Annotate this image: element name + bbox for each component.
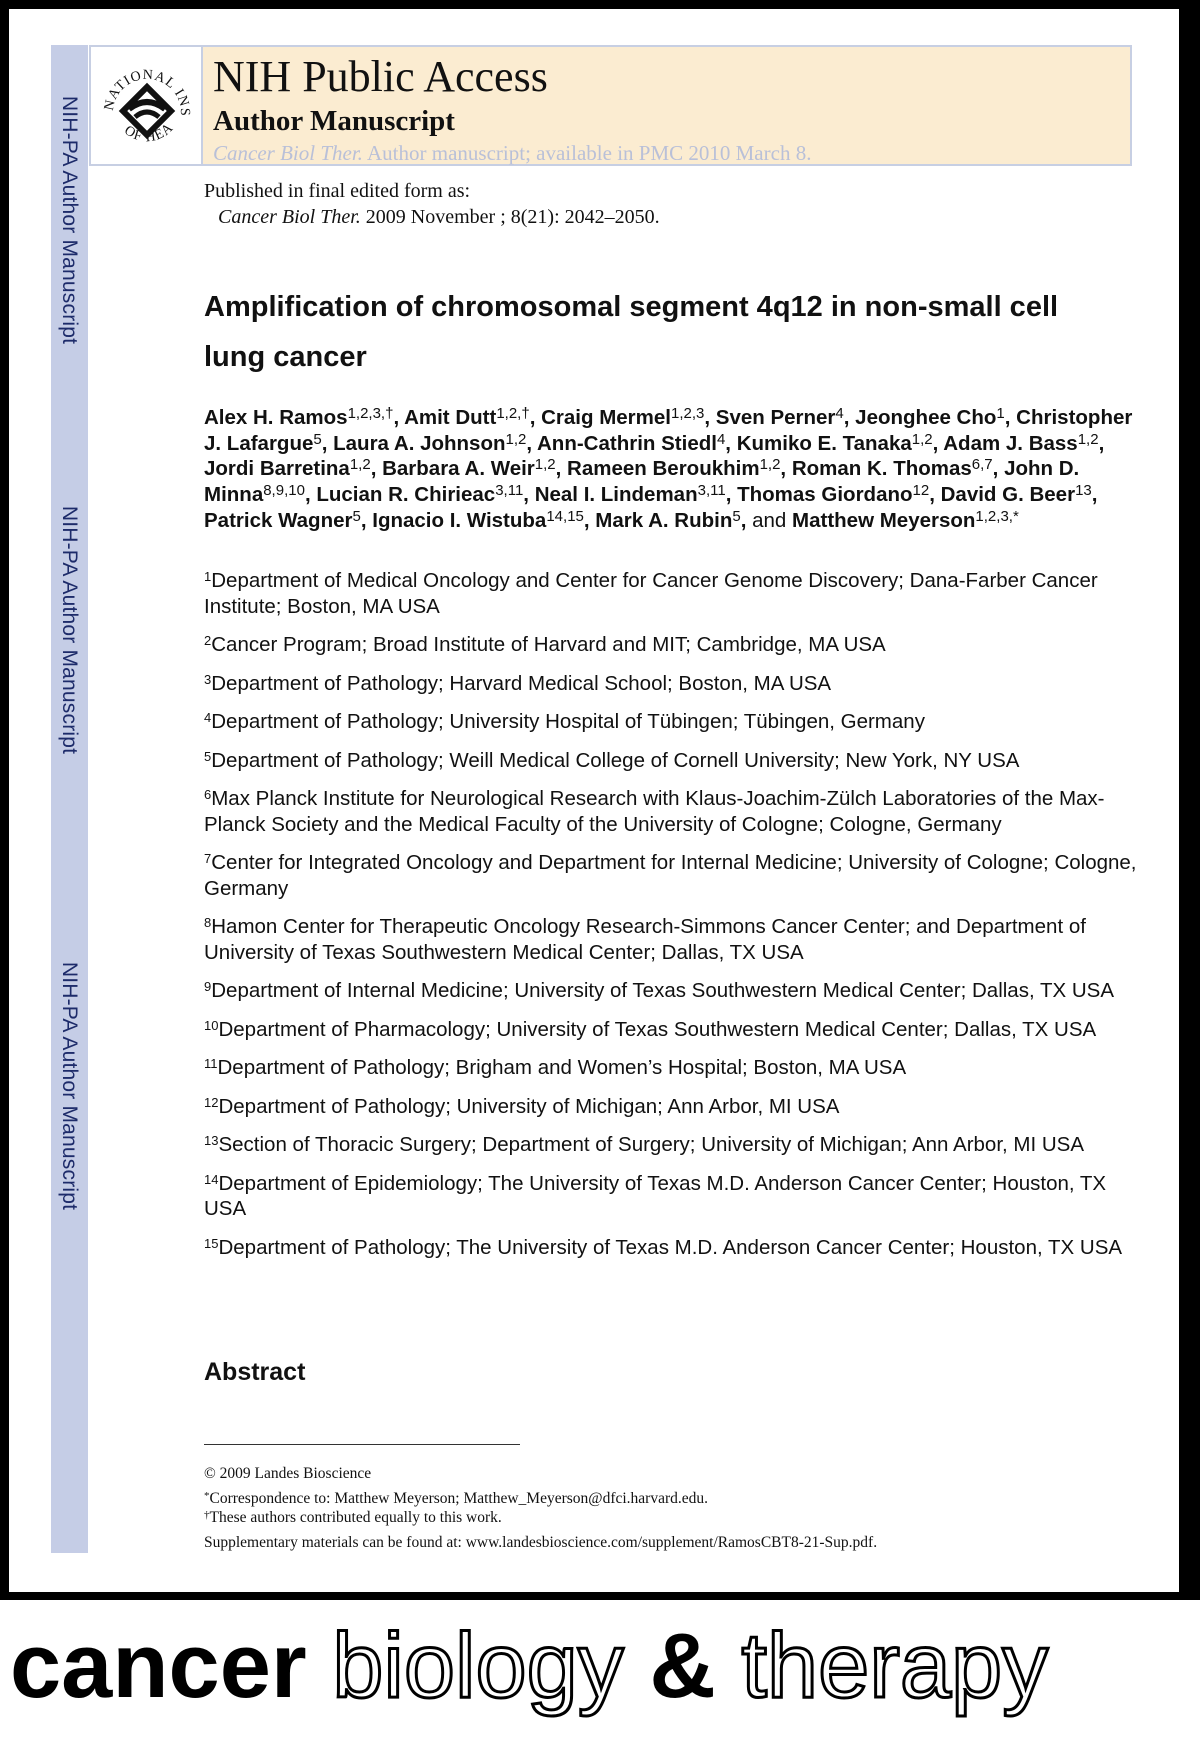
nih-public-access-title: NIH Public Access (213, 52, 548, 101)
published-label: Published in final edited form as: (204, 180, 471, 202)
equal-contribution-note: †These authors contributed equally to this work. (204, 1509, 502, 1526)
author-affiliation-marker: 1,2 (1077, 430, 1099, 448)
author-affiliation-marker: 1,2 (911, 430, 933, 448)
affiliation-item (204, 914, 1139, 965)
affiliation-text: Department of Pathology; Weill Medical College of Cornell University; New York, NY USA (211, 748, 1020, 772)
author-affiliation-marker: 3,11 (697, 482, 726, 500)
author-name: Ignacio I. Wistuba (372, 508, 547, 532)
sidebar (51, 45, 88, 1553)
publication-info (204, 178, 660, 230)
author-affiliation-marker: 1,2,3 (670, 405, 705, 422)
author-name: Roman K. Thomas (791, 457, 972, 481)
author-manuscript-label: Author Manuscript (213, 105, 455, 137)
journal-banner (0, 1600, 1200, 1742)
author-affiliation-marker: 1,2 (349, 456, 371, 474)
affiliation-text: Cancer Program; Broad Institute of Harvard and MIT; Cambridge, MA USA (211, 633, 886, 656)
correspondence-note: *Correspondence to: Matthew Meyerson; Matthew_Meyerson@dfci.harvard.edu. (204, 1490, 709, 1507)
affiliation-number: 4 (204, 710, 212, 725)
affiliation-text: Center for Integrated Oncology and Department for Internal Medicine; University of Cologne; Cologne, Germany (204, 851, 1137, 900)
sidebar-label: NIH-PA Author Manuscript (58, 95, 82, 345)
affiliation-number: 8 (204, 915, 212, 930)
affiliation-number: 3 (204, 671, 212, 687)
author-name: Craig Mermel (541, 406, 671, 429)
author-name: Adam J. Bass (943, 431, 1078, 455)
sidebar-label: NIH-PA Author Manuscript (58, 505, 82, 755)
author-list: Alex H. Ramos$^{1,2,3,\dagger}$, Amit Dutt$^{1,2,\dagger}$, Craig Mermel$^{1,2,3}$, Sven Perner$^4$, Jeonghee Cho$^1$, Christopher J. Lafargue$^5$, Laura A. Johnson$^{1,2}$, Ann-Cathrin Stiedl$^4$, Kumiko E. Tanaka$^{1,2}$, Adam J. Bass$^{1,2}$, Jordi Barretina$^{1,2}$, Barbara A. Weir$^{1,2}$, Rameen Beroukhim$^{1,2}$, Roman K. Thomas$^{6,7}$, John D. Minna$^{8,9,10}$, Lucian R. Chirieac$^{3,11}$, Neal I. Lindeman$^{3,11}$, Thomas Giordano$^{12}$, David G. Beer$^{13}$, Patrick Wagner$^5$, Ignacio I. Wistuba$^{14,15}$, Mark A. Rubin$^5$, and Matthew Meyerson$^{1,2,3,*}$ (204, 405, 1133, 532)
affiliation-number: 5 (204, 748, 212, 764)
author-affiliation-marker: 5 (352, 507, 361, 525)
affiliation-text: Section of Thoracic Surgery; Department of Surgery; University of Michigan; Ann Arbor, MI USA (218, 1133, 1085, 1156)
author-affiliation-marker: 4 (835, 405, 844, 422)
affiliation-text: Department of Pathology; Brigham and Women’s Hospital; Boston, MA USA (217, 1056, 907, 1079)
affiliation-number: 11 (204, 1056, 218, 1071)
author-name: Kumiko E. Tanaka (736, 431, 912, 455)
affiliation-number: 13 (204, 1133, 219, 1148)
affiliation-number: 10 (204, 1017, 219, 1033)
affiliation-text: Department of Pathology; University Hospital of Tübingen; Tübingen, Germany (211, 710, 925, 733)
author-name: Jordi Barretina (204, 457, 350, 481)
author-affiliation-marker: 8,9,10 (263, 482, 305, 500)
author-name: Thomas Giordano (737, 483, 913, 507)
abstract-heading: Abstract (204, 1358, 306, 1386)
affiliation-number: 9 (204, 979, 212, 994)
affiliation-number: 2 (204, 633, 212, 648)
author-name: Lucian R. Chirieac (316, 483, 496, 507)
affiliation-text: Department of Epidemiology; The University of Texas M.D. Anderson Cancer Center; Houston, TX USA (204, 1171, 1107, 1220)
affiliation-item (204, 1017, 1139, 1043)
nih-seal-icon (91, 47, 201, 162)
affiliation-item (204, 1171, 1139, 1222)
author-affiliation-marker: 6,7 (971, 456, 993, 474)
author-name: Sven Perner (715, 406, 836, 429)
affiliation-item (204, 1235, 1139, 1261)
availability-line: Cancer Biol Ther. Author manuscript; available in PMC 2010 March 8. (213, 141, 812, 165)
svg-text:NATIONAL INSTITUTES: NATIONAL INS (101, 67, 193, 117)
affiliation-text: Department of Pathology; University of Michigan; Ann Arbor, MI USA (218, 1094, 840, 1118)
wordmark-cancer: cancer (10, 1615, 307, 1717)
wordmark-ampersand: & (649, 1615, 716, 1717)
author-name: Mark A. Rubin (595, 508, 733, 532)
author-affiliation-marker: 3,11 (495, 482, 524, 500)
author-affiliation-marker: 1,2 (505, 430, 527, 448)
affiliation-list (204, 568, 1139, 1273)
author-affiliation-marker: 1,2 (759, 456, 781, 474)
author-affiliation-marker: 1,2,3,† (347, 405, 394, 422)
affiliation-item (204, 671, 1139, 697)
author-conjunction: and (752, 508, 793, 532)
author-name: Alex H. Ramos (204, 406, 348, 429)
author-name: Ann-Cathrin Stiedl (537, 431, 717, 455)
footnote-rule (204, 1444, 520, 1445)
affiliation-item (204, 786, 1139, 837)
affiliation-number: 15 (204, 1235, 219, 1251)
author-name: Matthew Meyerson (792, 508, 976, 532)
affiliation-number: 6 (204, 787, 212, 802)
affiliation-number: 1 (204, 569, 212, 584)
affiliation-text: Department of Medical Oncology and Center for Cancer Genome Discovery; Dana-Farber Cancer Institute; Boston, MA USA (204, 569, 1098, 618)
supplementary-note: Supplementary materials can be found at: www.landesbioscience.com/supplement/RamosCBT8-21-Sup.pdf. (204, 1534, 878, 1551)
author-name: Christopher J. Lafargue (204, 406, 1133, 455)
author-affiliation-marker: 4 (716, 430, 726, 448)
article-title: Amplification of chromosomal segment 4q12 in non-small cell lung cancer (204, 291, 1059, 373)
affiliation-text: Department of Internal Medicine; University of Texas Southwestern Medical Center; Dallas, TX USA (211, 979, 1115, 1002)
affiliation-item (204, 1055, 1139, 1081)
affiliation-text: Department of Pathology; Harvard Medical School; Boston, MA USA (211, 671, 832, 695)
author-affiliation-marker: 5 (313, 430, 322, 448)
affiliation-number: 12 (204, 1094, 219, 1110)
author-name: Barbara A. Weir (382, 457, 535, 481)
wordmark-biology: biology (332, 1615, 624, 1717)
affiliation-item (204, 1132, 1139, 1158)
author-affiliation-marker: 1,2 (534, 456, 556, 474)
affiliation-item (204, 1094, 1139, 1120)
journal-wordmark (10, 1606, 1048, 1726)
affiliation-text: Max Planck Institute for Neurological Research with Klaus-Joachim-Zülch Laboratories of the Max-Planck Society and the Medical Faculty of the University of Cologne; Cologne, Germany (204, 787, 1105, 836)
author-name: David G. Beer (940, 483, 1076, 507)
svg-text:OF HEALTH: OF HEA (121, 120, 177, 146)
author-affiliation-marker: 1 (996, 405, 1005, 422)
author-name: Laura A. Johnson (333, 431, 506, 455)
affiliation-item (204, 568, 1139, 619)
nih-header (89, 45, 1132, 166)
nih-logo (91, 47, 203, 164)
sidebar-label: NIH-PA Author Manuscript (58, 961, 82, 1211)
citation: Cancer Biol Ther. 2009 November ; 8(21): 2042–2050. (218, 206, 660, 228)
author-affiliation-marker: 1,2,† (496, 405, 530, 422)
author-name: Jeonghee Cho (855, 406, 997, 429)
wordmark-therapy: therapy (741, 1615, 1049, 1717)
affiliation-item (204, 632, 1139, 658)
affiliation-number: 14 (204, 1171, 219, 1187)
author-affiliation-marker: 13 (1075, 482, 1092, 500)
author-affiliation-marker: 14,15 (546, 507, 584, 525)
author-name: Patrick Wagner (204, 508, 353, 532)
affiliation-number: 7 (204, 851, 212, 866)
affiliation-text: Department of Pharmacology; University of Texas Southwestern Medical Center; Dallas, TX USA (218, 1017, 1097, 1041)
affiliation-item (204, 978, 1139, 1004)
copyright-note: © 2009 Landes Bioscience (204, 1465, 372, 1482)
author-affiliation-marker: 5 (732, 507, 741, 525)
author-name: Amit Dutt (404, 406, 497, 429)
author-name: Rameen Beroukhim (567, 457, 760, 481)
author-affiliation-marker: 12 (912, 482, 930, 500)
affiliation-text: Department of Pathology; The University of Texas M.D. Anderson Cancer Center; Houston, TX USA (218, 1235, 1123, 1259)
affiliation-item (204, 850, 1139, 901)
affiliation-text: Hamon Center for Therapeutic Oncology Research-Simmons Cancer Center; and Department of University of Texas Southwestern Medical Center; Dallas, TX USA (204, 915, 1086, 964)
affiliation-item (204, 748, 1139, 774)
author-affiliation-marker: 1,2,3,* (975, 507, 1019, 525)
author-name: Neal I. Lindeman (534, 483, 698, 507)
author-name: John D. Minna (204, 457, 1080, 507)
affiliation-item (204, 709, 1139, 735)
